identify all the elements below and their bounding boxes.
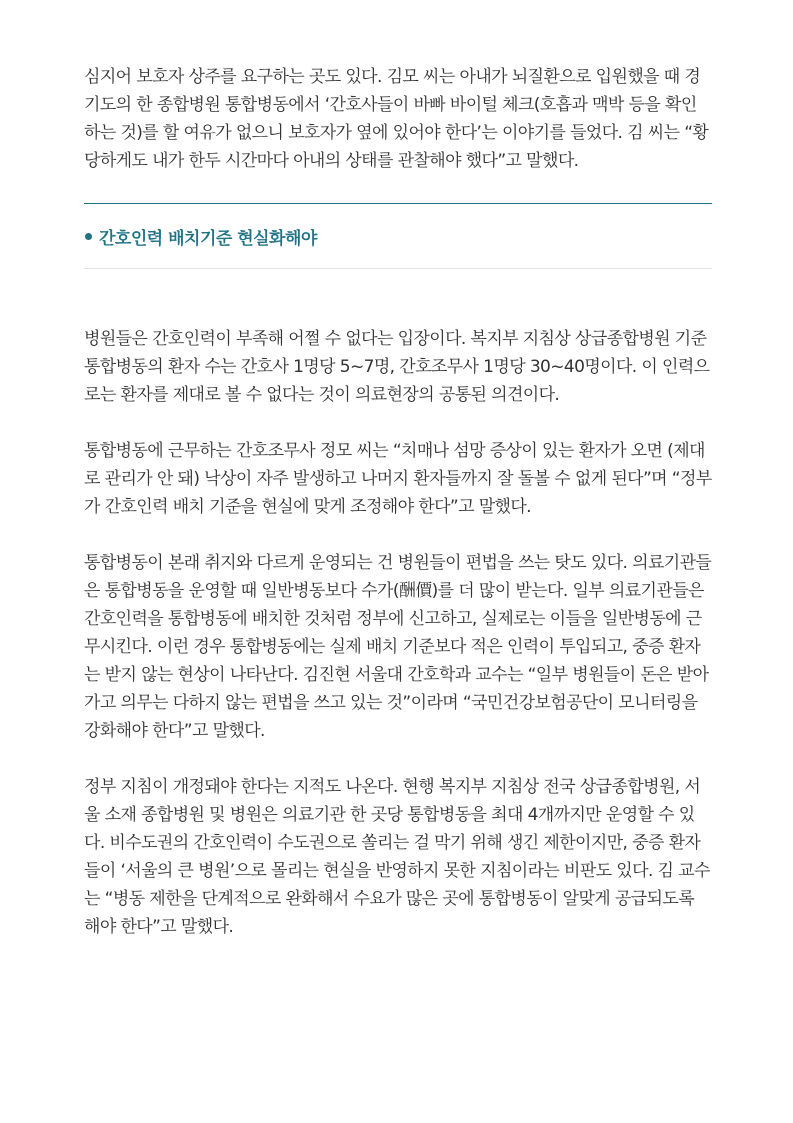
body-paragraph-4: 정부 지침이 개정돼야 한다는 지적도 나온다. 현행 복지부 지침상 전국 상급종합병원, 서울 소재 종합병원 및 병원은 의료기관 한 곳당 통합병동을 최대 4개까지만 운영할 수 있다. 비수도권의 간호인력이 수도권으로 쏠리는 걸 막기 위해 생긴 제한이지만, 중증 환자들이 ‘서울의 큰 병원’으로 몰리는 현실을 반영하지 못한 지침이라는 비판도 있다. 김 교수는 “병동 제한을 단계적으로 완화해서 수요가 많은 곳에 통합병동이 알맞게 공급되도록 해야 한다”고 말했다. (84, 777, 710, 937)
body-paragraph-2: 통합병동에 근무하는 간호조무사 정모 씨는 “치매나 섬망 증상이 있는 환자가 오면 (제대로 관리가 안 돼) 낙상이 자주 발생하고 나머지 환자들까지 잘 돌볼 수 없게 된다”며 “정부가 간호인력 배치 기준을 현실에 맞게 조정해야 한다”고 말했다. (84, 441, 712, 517)
intro-paragraph: 심지어 보호자 상주를 요구하는 곳도 있다. 김모 씨는 아내가 뇌질환으로 입원했을 때 경기도의 한 종합병원 통합병동에서 ‘간호사들이 바빠 바이털 체크(호흡과 맥박 등을 확인하는 것)를 할 여유가 없으니 보호자가 옆에 있어야 한다’는 이야기를 들었다. 김 씨는 “황당하게도 내가 한두 시간마다 아내의 상태를 관찰해야 했다”고 말했다. (84, 67, 709, 171)
body-paragraph-1: 병원들은 간호인력이 부족해 어쩔 수 없다는 입장이다. 복지부 지침상 상급종합병원 기준 통합병동의 환자 수는 간호사 1명당 5~7명, 간호조무사 1명당 30~40명이다. 이 인력으로는 환자를 제대로 볼 수 없다는 것이 의료현장의 공통된 의견이다. (84, 329, 710, 405)
section-title: 간호인력 배치기준 현실화해야 (99, 228, 317, 249)
bullet-dot-icon (85, 233, 92, 240)
section-header (84, 203, 712, 269)
section-title-row (84, 224, 317, 249)
body-paragraph-3: 통합병동이 본래 취지와 다르게 운영되는 건 병원들이 편법을 쓰는 탓도 있다. 의료기관들은 통합병동을 운영할 때 일반병동보다 수가(酬價)를 더 많이 받는다. 일부 의료기관들은 간호인력을 통합병동에 배치한 것처럼 정부에 신고하고, 실제로는 이들을 일반병동에 근무시킨다. 이런 경우 통합병동에는 실제 배치 기준보다 적은 인력이 투입되고, 중증 환자는 받지 않는 현상이 나타난다. 김진현 서울대 간호학과 교수는 “일부 병원들이 돈은 받아가고 의무는 다하지 않는 편법을 쓰고 있는 것”이라며 “국민건강보험공단이 모니터링을 강화해야 한다”고 말했다. (84, 553, 712, 741)
article-body (84, 63, 712, 941)
